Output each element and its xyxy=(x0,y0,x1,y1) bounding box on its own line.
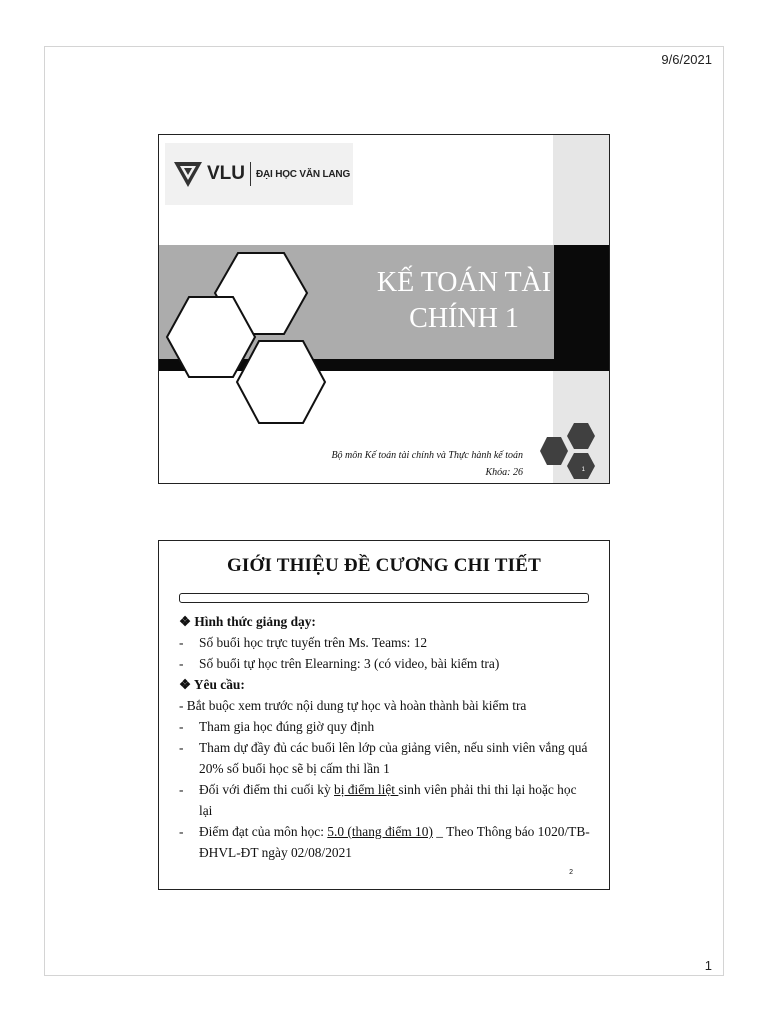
list-item xyxy=(179,737,591,779)
title-underline-bar xyxy=(179,593,589,603)
page-number: 1 xyxy=(704,958,712,973)
list-item xyxy=(179,779,591,821)
small-hexagon-2 xyxy=(540,437,568,465)
slide-number: 2 xyxy=(569,869,573,876)
small-hexagon-1 xyxy=(567,423,595,449)
slide-body xyxy=(179,611,591,863)
passing-grade-value: 5.0 (thang điểm 10) xyxy=(327,824,433,839)
logo-university-name: ĐẠI HỌC VĂN LANG xyxy=(256,168,351,180)
bullet-dash: - xyxy=(179,782,184,797)
small-hexagon-3 xyxy=(567,453,595,479)
list-item xyxy=(179,653,591,674)
course-title-line-2: CHÍNH 1 xyxy=(409,303,519,334)
department-info xyxy=(331,447,523,481)
slide-number: 1 xyxy=(581,467,585,473)
requirement-final-exam xyxy=(199,779,591,821)
bullet-dash: - xyxy=(179,635,184,650)
logo-abbr: VLU xyxy=(207,163,245,184)
list-item xyxy=(179,632,591,653)
bullet-dash: - xyxy=(179,824,184,839)
section-heading-requirements: ❖ Yêu cầu: xyxy=(179,677,245,692)
cohort: Khóa: 26 xyxy=(485,467,523,478)
requirement-preview: - Bắt buộc xem trước nội dung tự học và hoàn thành bài kiểm tra xyxy=(179,698,527,713)
failing-grade-text: bị điểm liệt xyxy=(334,782,399,797)
requirement-punctuality: Tham gia học đúng giờ quy định xyxy=(199,719,375,734)
retake-text: sinh viên phải thi thi lại hoặc học lại xyxy=(199,782,577,818)
item-self-study-sessions: Số buổi tự học trên Elearning: 3 (có video, bài kiểm tra) xyxy=(199,656,500,671)
section-heading-teaching-format: ❖ Hình thức giảng dạy: xyxy=(179,614,316,629)
bullet-dash: - xyxy=(179,719,184,734)
course-title-line-1: KẾ TOÁN TÀI xyxy=(376,267,552,298)
requirement-attendance: Tham dự đầy đủ các buổi lên lớp của giảng viên, nếu sinh viên vắng quá 20% số buổi học sẽ bị cấm thi lần 1 xyxy=(199,740,588,776)
print-date: 9/6/2021 xyxy=(661,52,712,67)
slide-1-title xyxy=(158,134,610,484)
requirement-passing-grade xyxy=(199,821,591,863)
department-name: Bộ môn Kế toán tài chính và Thực hành kế toán xyxy=(331,450,523,461)
list-item xyxy=(179,716,591,737)
hexagon-bottom xyxy=(237,341,325,423)
course-title xyxy=(359,265,569,337)
slide-2-syllabus xyxy=(158,540,610,890)
bullet-dash: - xyxy=(179,740,184,755)
list-item xyxy=(179,821,591,863)
notice-reference: _ Theo Thông báo 1020/TB-ĐHVL-ĐT ngày 02/08/2021 xyxy=(199,824,590,860)
passing-grade-label: Điểm đạt của môn học: xyxy=(199,824,328,839)
item-online-sessions: Số buổi học trực tuyến trên Ms. Teams: 12 xyxy=(199,635,428,650)
bullet-dash: - xyxy=(179,656,184,671)
slide-title: GIỚI THIỆU ĐỀ CƯƠNG CHI TIẾT xyxy=(226,555,542,576)
final-exam-text: Đối với điểm thi cuối kỳ xyxy=(199,782,335,797)
